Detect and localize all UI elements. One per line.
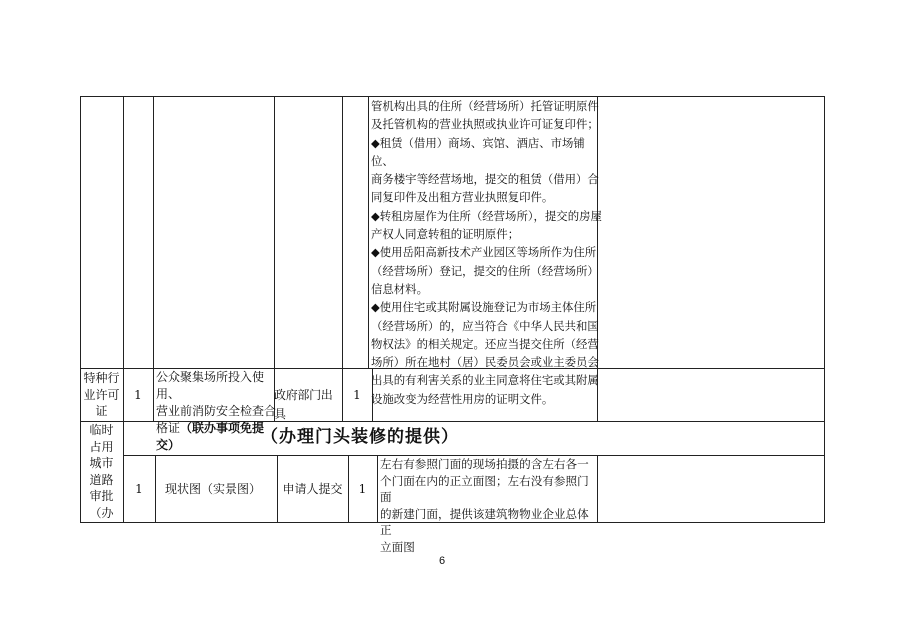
requirement-line: 左右有参照门面的现场拍摄的含左右各一 (380, 457, 589, 471)
requirement-line: 信息材料。 (371, 281, 428, 296)
table-rule (342, 96, 343, 369)
category-line: （办 (89, 505, 114, 520)
category-line: 特种行 (83, 371, 120, 385)
requirements-cell (380, 456, 597, 555)
table-rule (377, 455, 378, 523)
material-line: 营业前消防安全检查合 (156, 404, 277, 418)
table-rule (824, 96, 825, 523)
material-line: 公众聚集场所投入使用、 (156, 370, 265, 401)
requirement-line: ◆转租房屋作为住所（经营场所），提交的房屋 (371, 208, 602, 223)
copies-cell: 1 (353, 388, 361, 402)
requirement-line: ◆使用岳阳高新技术产业园区等场所作为住所 (371, 245, 597, 260)
joint-exemption-note: （联办事项免提交） (156, 421, 265, 452)
requirement-line: 商务楼宇等经营场地，提交的租赁（借用）合 (371, 172, 599, 187)
category-line: 临时 (89, 423, 114, 437)
requirement-line: 产权人同意转租的证明原件； (371, 227, 520, 242)
category-cell (80, 370, 123, 420)
requirement-line: 的新建门面，提供该建筑物物业企业总体正 (380, 506, 589, 537)
requirement-line: 及托管机构的营业执照或执业许可证复印件； (371, 117, 599, 132)
category-line: 占用 (89, 439, 114, 454)
requirement-line: 同复印件及出租方营业执照复印件。 (371, 190, 554, 205)
requirement-line: 个门面在内的正立面图；左右没有参照门面 (380, 473, 589, 504)
requirements-cell (368, 97, 603, 408)
category-line: 道路 (89, 472, 114, 487)
category-line: 城市 (89, 456, 114, 470)
material-line: 格证（联办事项免提交） (156, 421, 265, 452)
category-line: 审批 (89, 489, 114, 503)
table-rule (123, 96, 124, 369)
requirement-line: （经营场所）登记，提交的住所（经营场所） (371, 263, 599, 278)
table-rule (153, 368, 154, 422)
requirement-line: ◆租赁（借用）商场、宾馆、酒店、市场铺位、 (371, 135, 585, 168)
table-rule (155, 455, 156, 523)
requirement-line: 场所）所在地村（居）民委员会或业主委员会 (371, 355, 599, 370)
requirement-line: 设施改变为经营性用房的证明文件。 (371, 391, 554, 406)
source-cell: 政府部门出具 (274, 388, 333, 421)
section-heading: （办理门头装修的提供） (261, 427, 459, 447)
source-cell: 申请人提交 (282, 482, 343, 496)
requirement-line: 管机构出具的住所（经营场所）托管证明原件 (371, 99, 599, 113)
table-rule (597, 455, 598, 523)
category-line: 业许可 (83, 387, 120, 402)
index-cell: 1 (135, 482, 143, 496)
requirement-line: ◆使用住宅或其附属设施登记为市场主体住所 (371, 300, 597, 315)
category-cell (80, 422, 123, 521)
index-cell: 1 (134, 388, 142, 402)
requirement-line: 出具的有利害关系的业主同意将住宅或其附属 (371, 373, 599, 388)
table-rule (274, 96, 275, 369)
requirement-line: 物权法》的相关规定。还应当提交住所（经营 (371, 336, 599, 351)
requirement-line: （经营场所）的，应当符合《中华人民共和国 (371, 318, 599, 333)
page-number: 6 (439, 555, 446, 567)
category-line: 证 (95, 404, 108, 418)
requirement-line: 立面图 (380, 539, 415, 554)
material-cell: 现状图（实景图） (165, 482, 262, 496)
table-rule (153, 96, 154, 369)
copies-cell: 1 (358, 482, 367, 496)
